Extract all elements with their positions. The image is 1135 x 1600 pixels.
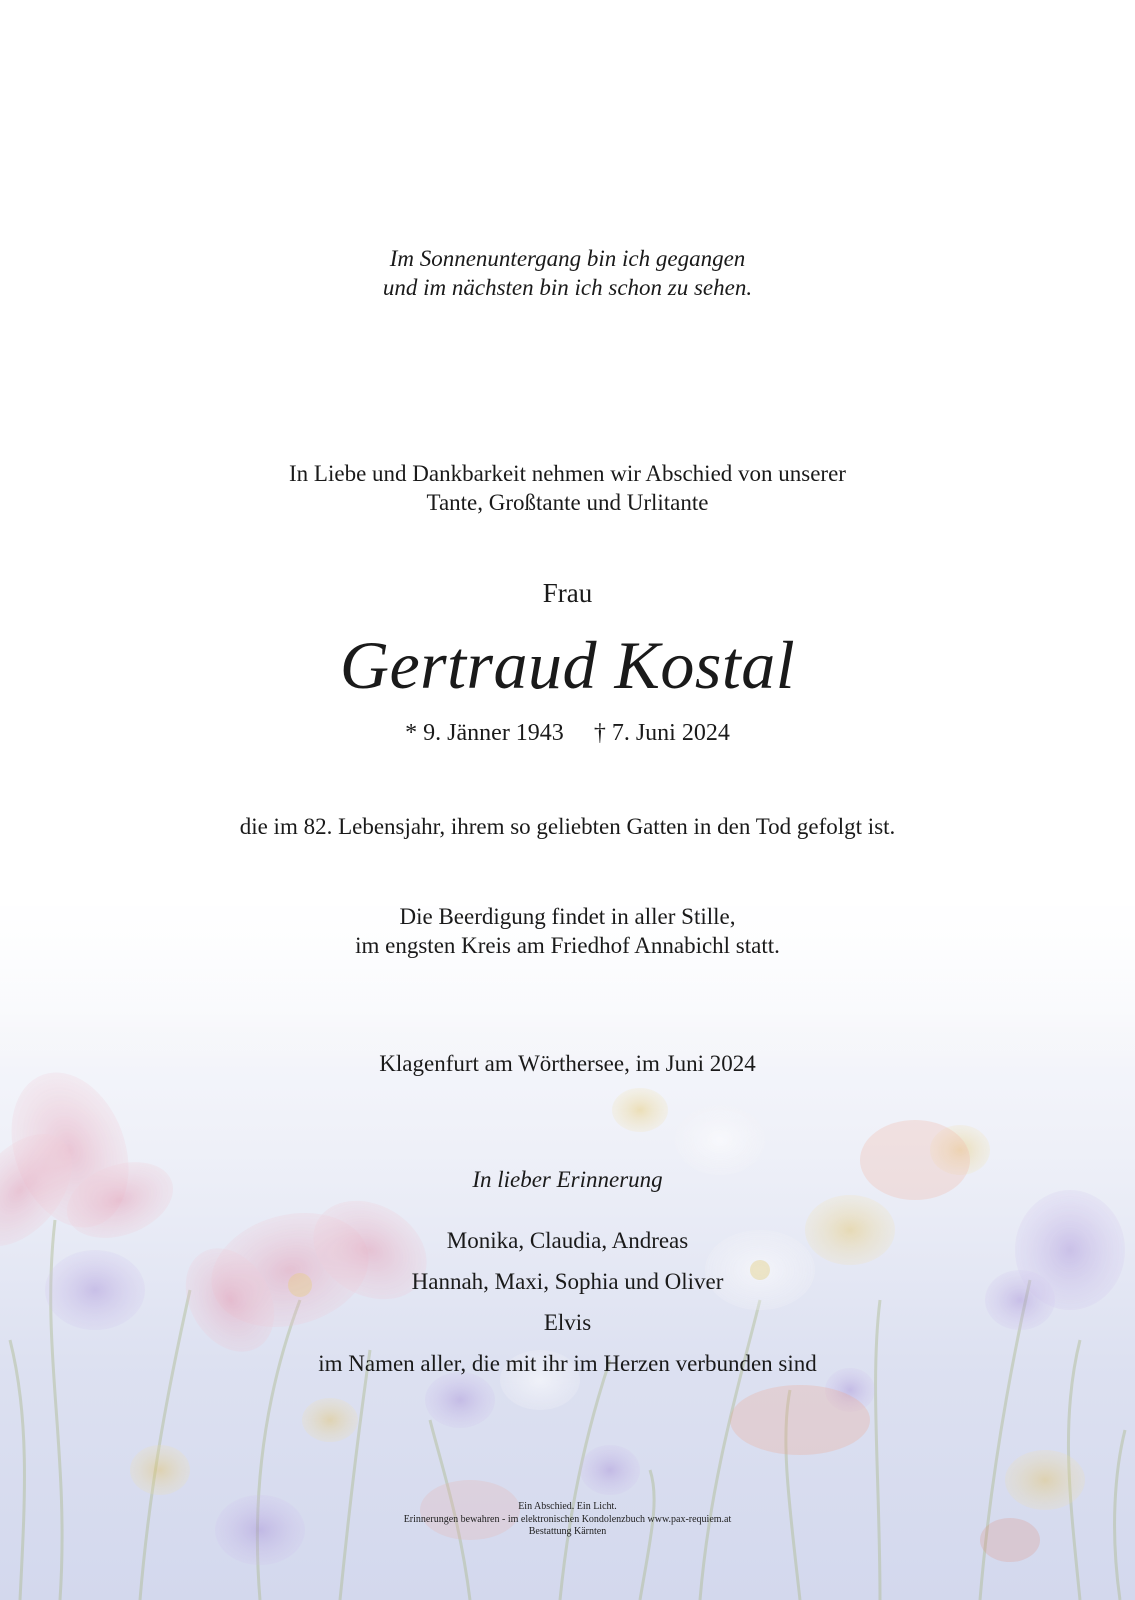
life-dates — [0, 720, 1135, 747]
deceased-name: Gertraud Kostal — [339, 627, 796, 703]
family-list — [0, 1220, 1135, 1384]
footer-note — [0, 1501, 1135, 1539]
memory-heading: In lieber Erinnerung — [472, 1167, 663, 1192]
motto-line-1: Im Sonnenuntergang bin ich gegangen — [389, 246, 746, 271]
death-date: † 7. Juni 2024 — [593, 720, 730, 746]
age-statement: die im 82. Lebensjahr, ihrem so geliebten Gatten in den Tod gefolgt ist. — [239, 814, 896, 839]
birth-date: * 9. Jänner 1943 — [405, 720, 564, 746]
intro-line-1: In Liebe und Dankbarkeit nehmen wir Abschied von unserer — [289, 461, 846, 486]
funeral-notice — [0, 902, 1135, 960]
family-line: Hannah, Maxi, Sophia und Oliver — [411, 1269, 724, 1294]
place-date: Klagenfurt am Wörthersee, im Juni 2024 — [379, 1051, 756, 1076]
intro-line-2: Tante, Großtante und Urlitante — [426, 490, 709, 515]
motto-verse — [0, 244, 1135, 302]
footer-line-3: Bestattung Kärnten — [528, 1526, 607, 1537]
family-line: im Namen aller, die mit ihr im Herzen verbunden sind — [318, 1351, 817, 1376]
family-line: Monika, Claudia, Andreas — [446, 1228, 689, 1253]
funeral-line-2: im engsten Kreis am Friedhof Annabichl statt. — [355, 933, 780, 958]
funeral-line-1: Die Beerdigung findet in aller Stille, — [399, 904, 736, 929]
family-line: Elvis — [543, 1310, 592, 1335]
footer-line-1: Ein Abschied. Ein Licht. — [518, 1501, 617, 1512]
motto-line-2: und im nächsten bin ich schon zu sehen. — [382, 275, 753, 300]
intro-text — [0, 459, 1135, 517]
salutation: Frau — [542, 578, 593, 608]
footer-line-2: Erinnerungen bewahren - im elektronischen Kondolenzbuch www.pax-requiem.at — [403, 1513, 732, 1525]
